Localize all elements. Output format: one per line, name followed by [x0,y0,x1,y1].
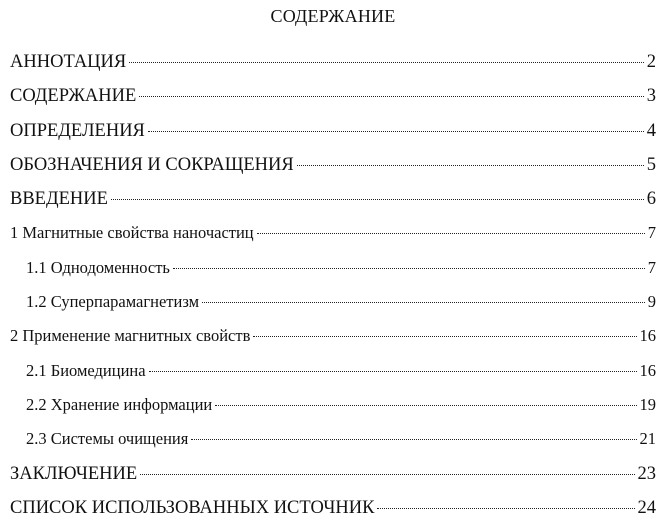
toc-entry-chapter-1[interactable] [0,219,666,253]
toc-entry-abbreviations[interactable] [0,151,666,185]
dot-leader [139,96,643,97]
toc-entry-label: ОПРЕДЕЛЕНИЯ [10,120,145,141]
toc-page-number: 7 [647,257,656,277]
toc-entry-label: СОДЕРЖАНИЕ [10,86,137,107]
dot-leader [148,131,644,132]
toc-page-number: 4 [646,120,656,141]
toc-entry-label: 1 Магнитные свойства наночастиц [10,223,254,243]
dot-leader [129,62,644,63]
toc-page-number: 21 [639,429,656,449]
dot-leader [149,371,637,372]
toc-entry-references[interactable] [0,494,666,528]
toc-entry-section-1-1[interactable] [0,254,666,288]
toc-entry-label: СПИСОК ИСПОЛЬЗОВАННЫХ ИСТОЧНИК [10,497,375,518]
toc-page-number: 19 [639,394,656,414]
toc-page-number: 2 [646,52,656,72]
toc-entry-section-2-3[interactable] [0,425,666,459]
toc-entry-section-1-2[interactable] [0,288,666,322]
dot-leader [257,233,645,234]
page-title: СОДЕРЖАНИЕ [270,6,396,26]
toc-entry-label: ОБОЗНАЧЕНИЯ И СОКРАЩЕНИЯ [10,154,294,175]
toc-entry-label: ЗАКЛЮЧЕНИЕ [10,463,138,484]
toc-entry-chapter-2[interactable] [0,322,666,356]
toc-entry-section-2-1[interactable] [0,357,666,391]
dot-leader [140,474,634,475]
toc-entry-label: 2.1 Биомедицина [26,360,146,380]
toc-page-number: 24 [637,497,656,518]
toc-page-number: 16 [639,326,656,346]
table-of-contents [0,48,666,528]
toc-entry-contents[interactable] [0,82,666,116]
toc-entry-definitions[interactable] [0,117,666,151]
toc-entry-label: 1.1 Однодоменность [26,257,170,277]
toc-entry-label: 1.2 Суперпарамагнетизм [26,292,200,312]
dot-leader [253,336,636,337]
toc-entry-label: ВВЕДЕНИЕ [10,189,108,210]
toc-page-number: 23 [637,463,656,484]
toc-page-number: 9 [647,292,656,312]
toc-entry-label: 2.2 Хранение информации [26,394,213,414]
toc-page-number: 7 [647,223,656,243]
toc-entry-section-2-2[interactable] [0,391,666,425]
dot-leader [111,199,644,200]
toc-entry-label: 2 Применение магнитных свойств [10,326,251,346]
toc-entry-introduction[interactable] [0,185,666,219]
toc-entry-label: АННОТАЦИЯ [10,52,127,72]
toc-page-number: 5 [646,154,656,175]
dot-leader [215,405,636,406]
toc-entry-conclusion[interactable] [0,460,666,494]
toc-entry-annotation[interactable] [0,48,666,82]
dot-leader [202,302,645,303]
dot-leader [377,508,634,509]
toc-entry-label: 2.3 Системы очищения [26,429,189,449]
toc-page-number: 3 [646,86,656,107]
dot-leader [297,165,644,166]
toc-page-number: 6 [646,189,656,210]
dot-leader [173,268,645,269]
dot-leader [191,439,636,440]
toc-page-number: 16 [639,360,656,380]
